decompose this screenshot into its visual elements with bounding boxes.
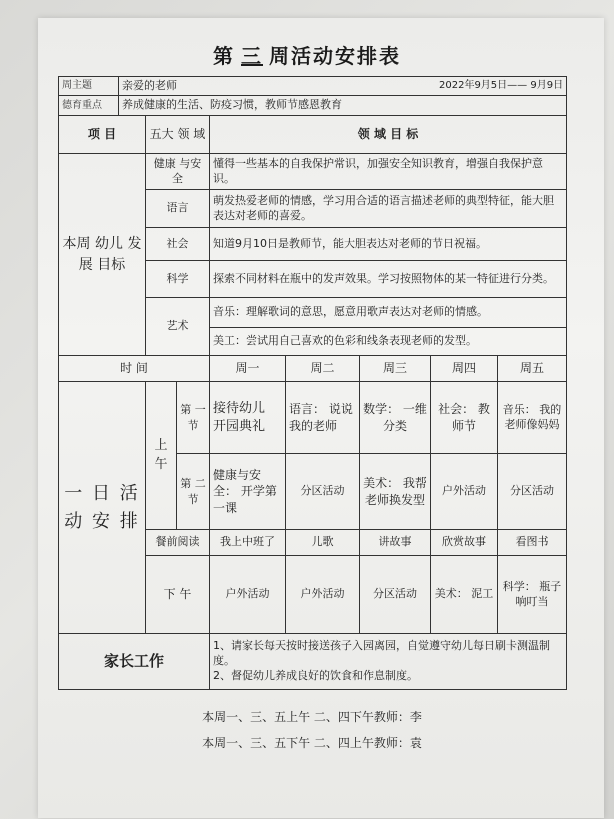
domain-social: 社会 [146,228,210,261]
theme-cell [119,77,567,96]
pre-meal-tue: 儿歌 [286,530,360,556]
teacher-line-2: 本周一、三、五下午 二、四上午教师：袁 [202,736,422,750]
period2-fri: 分区活动 [498,454,567,530]
moral-value: 养成健康的生活、防疫习惯，教师节感恩教育 [119,96,567,116]
date-range: 2022年9月5日—— 9月9日 [439,79,564,91]
period2-tue: 分区活动 [286,454,360,530]
period2-thu: 户外活动 [431,454,498,530]
period1-wed: 数学： 一维分类 [360,382,431,454]
afternoon-wed: 分区活动 [360,556,431,634]
moral-row [59,96,567,116]
domain-header: 五大 领 域 [146,116,210,154]
domain-health: 健康 与安全 [146,154,210,190]
title-prefix: 第 [213,44,235,68]
moral-label: 德育重点 [59,96,119,116]
domain-language: 语言 [146,190,210,228]
parent-work-content [210,634,567,690]
goal-row-health [59,154,567,190]
domain-art: 艺术 [146,298,210,356]
parent-work-row [59,634,567,690]
teacher-line-1: 本周一、三、五上午 二、四下午教师：李 [202,710,422,724]
domain-science: 科学 [146,261,210,298]
period1-thu: 社会： 教师节 [431,382,498,454]
afternoon-mon: 户外活动 [210,556,286,634]
afternoon-fri: 科学： 瓶子响叮当 [498,556,567,634]
pre-meal-mon: 我上中班了 [210,530,286,556]
week-number: 三 [241,44,263,68]
day-wed: 周三 [360,356,431,382]
schedule-header-row [59,356,567,382]
time-header: 时 间 [59,356,210,382]
schedule-table [58,76,567,690]
pre-meal-thu: 欣赏故事 [431,530,498,556]
item-header: 项 目 [59,116,146,154]
goal-art-music: 音乐：理解歌词的意思，愿意用歌声表达对老师的情感。 [210,298,567,328]
pre-meal-wed: 讲故事 [360,530,431,556]
daily-section-label: 一 日 活 动 安 排 [59,382,146,634]
title-suffix: 周活动安排表 [269,44,401,68]
period2-wed: 美术： 我帮老师换发型 [360,454,431,530]
goals-section-label: 本周 幼儿 发展 目标 [59,154,146,356]
goals-header-row [59,116,567,154]
period2-mon: 健康与安全： 开学第一课 [210,454,286,530]
period2-label: 第 二 节 [177,454,210,530]
day-thu: 周四 [431,356,498,382]
afternoon-tue: 户外活动 [286,556,360,634]
period1-tue: 语言： 说说我的老师 [286,382,360,454]
goal-art-craft: 美工：尝试用自己喜欢的色彩和线条表现老师的发型。 [210,328,567,356]
period1-mon: 接待幼儿 开园典礼 [210,382,286,454]
period1-fri: 音乐： 我的老师像妈妈 [498,382,567,454]
goal-health: 懂得一些基本的自我保护常识，加强安全知识教育，增强自我保护意识。 [210,154,567,190]
goal-social: 知道9月10日是教师节，能大胆表达对老师的节日祝福。 [210,228,567,261]
day-mon: 周一 [210,356,286,382]
theme-row [59,77,567,96]
day-tue: 周二 [286,356,360,382]
page-title [0,40,614,69]
parent-work-label: 家长工作 [59,634,210,690]
afternoon-label: 下 午 [146,556,210,634]
pre-meal-fri: 看图书 [498,530,567,556]
pre-meal-label: 餐前阅读 [146,530,210,556]
theme-label: 周主题 [59,77,119,96]
period1-row [59,382,567,454]
parent-work-item: 1、请家长每天按时接送孩子入园离园，自觉遵守幼儿每日刷卡测温制度。 [213,639,550,668]
goal-science: 探索不同材料在瓶中的发声效果。学习按照物体的某一特征进行分类。 [210,261,567,298]
goal-header: 领 域 目 标 [210,116,567,154]
day-fri: 周五 [498,356,567,382]
morning-label: 上 午 [146,382,177,530]
goal-language: 萌发热爱老师的情感，学习用合适的语言描述老师的典型特征，能大胆表达对老师的喜爱。 [210,190,567,228]
theme-value: 亲爱的老师 [122,78,177,92]
parent-work-item: 2、督促幼儿养成良好的饮食和作息制度。 [213,668,418,682]
afternoon-thu: 美术： 泥工 [431,556,498,634]
period1-label: 第 一 节 [177,382,210,454]
